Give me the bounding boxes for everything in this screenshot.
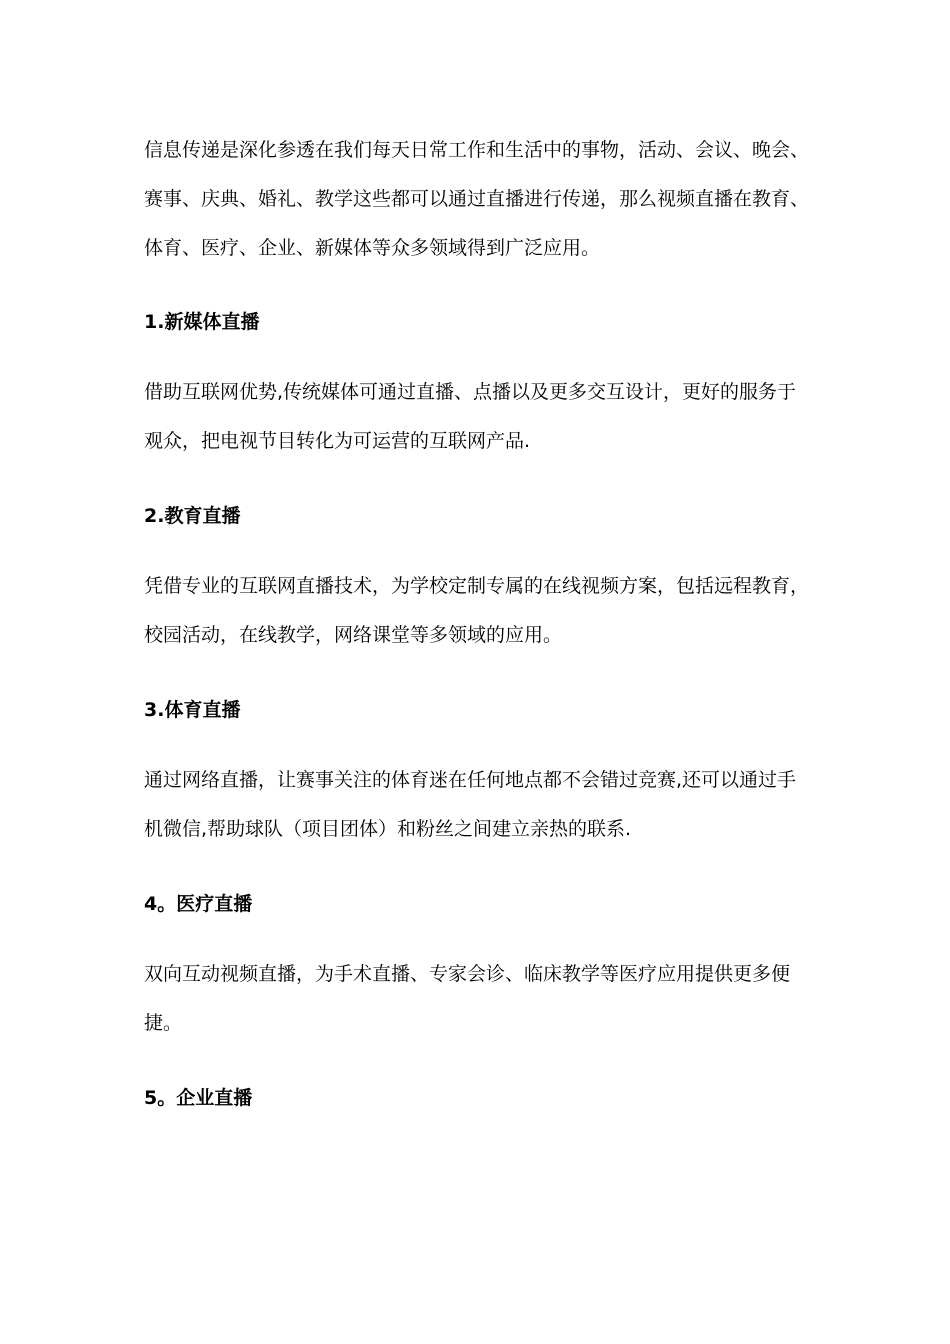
section-1-heading: 1.新媒体直播 xyxy=(144,311,260,333)
section-4-paragraph xyxy=(144,950,810,1048)
section-1-line-1: 借助互联网优势,传统媒体可通过直播、点播以及更多交互设计，更好的服务于 xyxy=(144,381,797,403)
section-3-line-1: 通过网络直播，让赛事关注的体育迷在任何地点都不会错过竞赛,还可以通过手 xyxy=(144,769,797,791)
intro-line-2: 赛事、庆典、婚礼、教学这些都可以通过直播进行传递，那么视频直播在教育、 xyxy=(144,188,810,210)
section-2-line-1: 凭借专业的互联网直播技术，为学校定制专属的在线视频方案，包括远程教育， xyxy=(144,575,810,597)
intro-paragraph xyxy=(144,126,810,273)
section-4-heading: 4。医疗直播 xyxy=(144,893,253,915)
section-3-line-2: 机微信,帮助球队（项目团体）和粉丝之间建立亲热的联系. xyxy=(144,818,632,840)
section-4-line-2: 捷。 xyxy=(144,1012,183,1034)
section-2-heading: 2.教育直播 xyxy=(144,505,241,527)
section-3-paragraph xyxy=(144,756,810,854)
section-2-line-2: 校园活动，在线教学，网络课堂等多领域的应用。 xyxy=(144,624,563,646)
section-1-paragraph xyxy=(144,368,810,466)
intro-line-3: 体育、医疗、企业、新媒体等众多领域得到广泛应用。 xyxy=(144,237,601,259)
section-4-line-1: 双向互动视频直播，为手术直播、专家会诊、临床教学等医疗应用提供更多便 xyxy=(144,963,791,985)
section-1-line-2: 观众，把电视节目转化为可运营的互联网产品. xyxy=(144,430,531,452)
section-3-heading: 3.体育直播 xyxy=(144,699,241,721)
section-2-paragraph xyxy=(144,562,810,660)
section-5-heading: 5。企业直播 xyxy=(144,1087,253,1109)
intro-line-1: 信息传递是深化参透在我们每天日常工作和生活中的事物，活动、会议、晚会、 xyxy=(144,139,810,161)
